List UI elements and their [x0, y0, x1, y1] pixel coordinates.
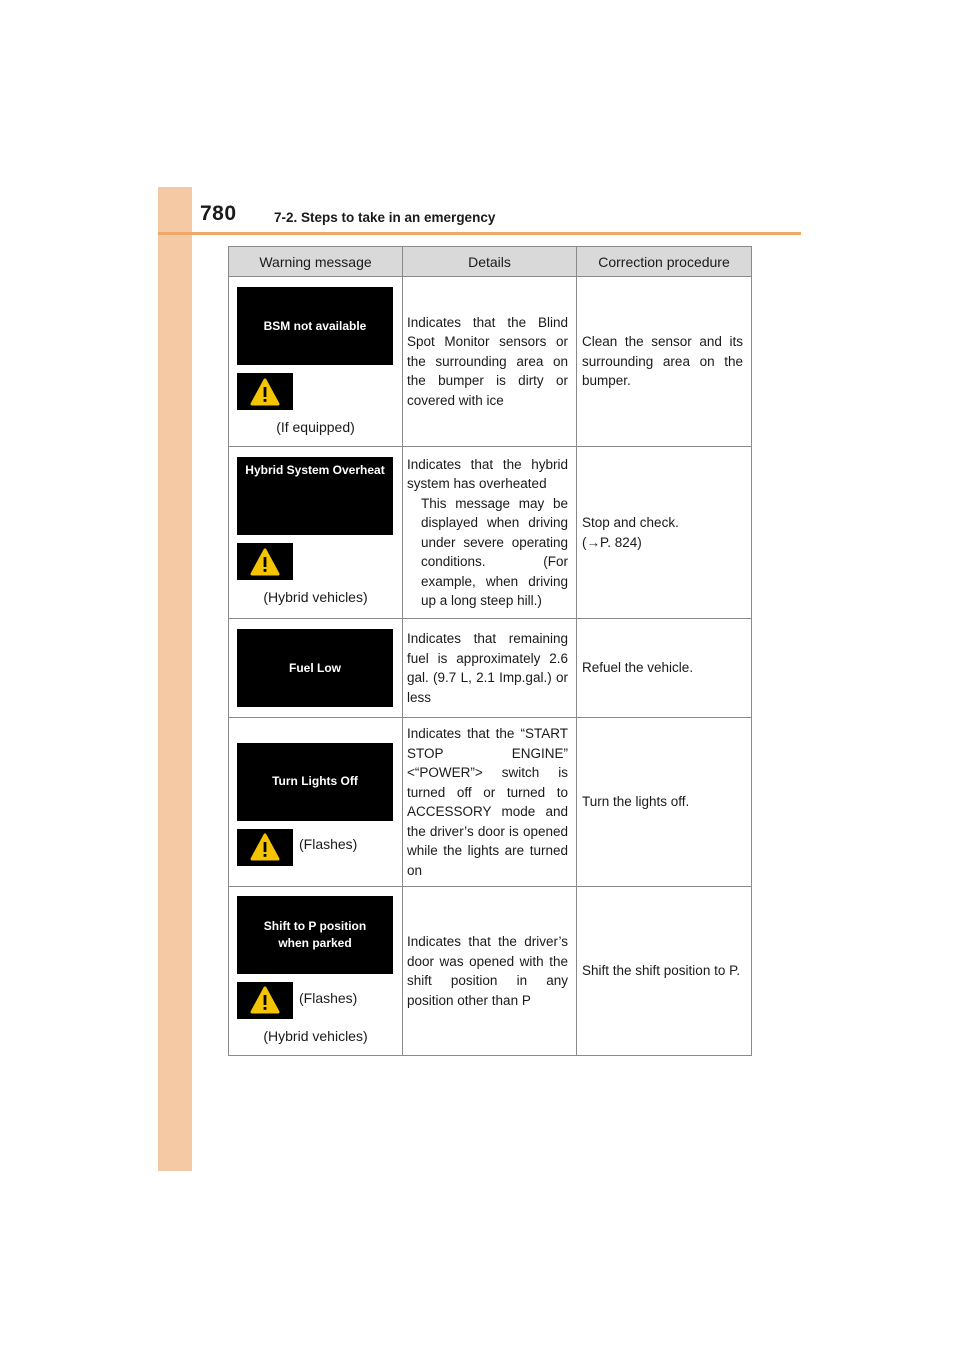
warning-triangle-icon — [250, 833, 280, 861]
correction-cell: Turn the lights off. — [577, 718, 752, 887]
correction-cell: Refuel the vehicle. — [577, 619, 752, 718]
display-screen — [237, 457, 393, 535]
warning-triangle-icon — [250, 986, 280, 1014]
table-row — [229, 277, 752, 447]
details-cell: Indicates that remaining fuel is approximately 2.6 gal. (9.7 L, 2.1 Imp.gal.) or less — [403, 619, 577, 718]
vehicle-note: (Hybrid vehicles) — [263, 1027, 368, 1044]
display-text: Turn Lights Off — [272, 774, 358, 788]
details-extra-text: This message may be displayed when driving under severe operating conditions. (For example, when driving up a long steep hill.) — [421, 495, 568, 608]
details-cell — [403, 447, 577, 619]
correction-cell: Clean the sensor and its surrounding area on the bumper. — [577, 277, 752, 447]
table-row — [229, 887, 752, 1056]
warning-icon-box — [237, 543, 293, 580]
page-number: 780 — [200, 202, 237, 225]
warning-message-cell — [229, 277, 403, 447]
correction-text: Stop and check. — [582, 515, 679, 530]
details-text: Indicates that the hybrid system has overheated — [407, 456, 568, 491]
table-row — [229, 619, 752, 718]
details-cell: Indicates that the “START STOP ENGINE” <“POWER”> switch is turned off or turned to ACCESSORY mode and the driver’s door is opened while the lights are turned on — [403, 718, 577, 887]
warning-icon-row — [237, 974, 394, 1019]
section-title: 7-2. Steps to take in an emergency — [274, 210, 496, 225]
warning-icon-box — [237, 982, 293, 1019]
details-cell: Indicates that the driver’s door was opened with the shift position in any position other than P — [403, 887, 577, 1056]
vehicle-note: (Hybrid vehicles) — [263, 589, 368, 605]
column-header-warning-message: Warning message — [229, 247, 403, 277]
display-text: Hybrid System Overheat — [245, 463, 385, 477]
display-screen — [237, 629, 393, 707]
flashes-note: (Flashes) — [299, 989, 358, 1006]
table-row — [229, 718, 752, 887]
column-header-correction-procedure: Correction procedure — [577, 247, 752, 277]
details-cell: Indicates that the Blind Spot Monitor sensors or the surrounding area on the bumper is dirty or covered with ice — [403, 277, 577, 447]
correction-cell — [577, 447, 752, 619]
display-screen — [237, 896, 393, 974]
correction-cell: Shift the shift position to P. — [577, 887, 752, 1056]
warning-triangle-icon — [250, 548, 280, 576]
page-reference: (→P. 824) — [582, 534, 642, 550]
header-rule — [158, 232, 801, 235]
warning-triangle-icon — [250, 378, 280, 406]
column-header-details: Details — [403, 247, 577, 277]
chapter-tab-bar — [158, 187, 192, 1171]
warning-message-cell — [229, 619, 403, 718]
equipment-note: (If equipped) — [276, 419, 355, 435]
warning-message-table — [228, 246, 752, 1056]
table-header-row — [229, 247, 752, 277]
flashes-note: (Flashes) — [299, 836, 358, 853]
table-row — [229, 447, 752, 619]
display-text: Fuel Low — [289, 660, 341, 675]
display-screen — [237, 287, 393, 365]
warning-message-cell — [229, 887, 403, 1056]
warning-message-cell — [229, 447, 403, 619]
warning-icon-row — [237, 821, 394, 866]
warning-message-cell — [229, 718, 403, 887]
warning-icon-box — [237, 373, 293, 410]
display-text-line-2: when parked — [278, 935, 352, 950]
warning-icon-box — [237, 829, 293, 866]
display-screen — [237, 743, 393, 821]
display-text-line-1: Shift to P position — [263, 918, 367, 933]
display-text: BSM not available — [263, 318, 367, 333]
